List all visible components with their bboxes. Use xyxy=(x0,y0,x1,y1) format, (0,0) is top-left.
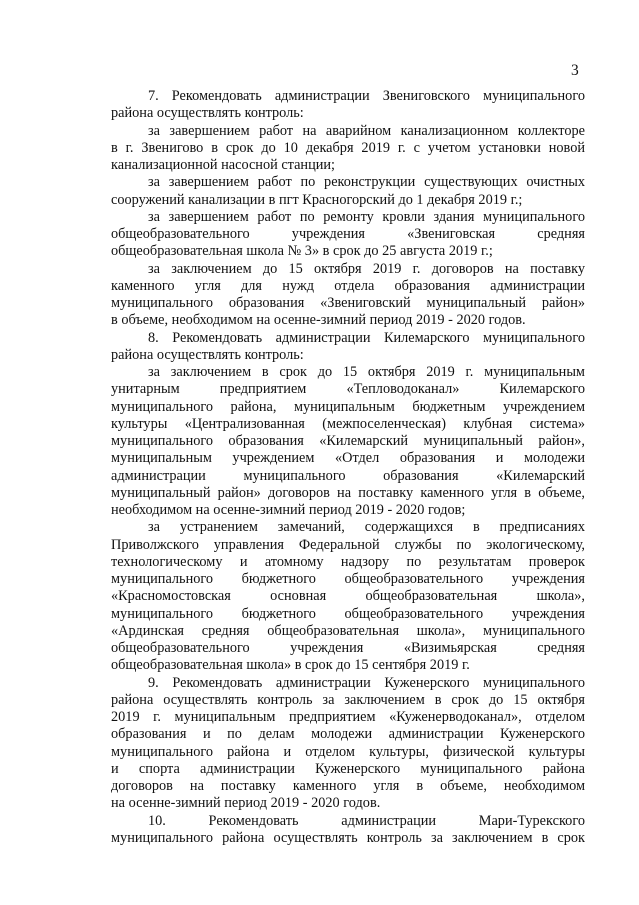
text-line: общеобразовательного учреждения «Звениговская средняя xyxy=(111,226,585,242)
text-line: за завершением работ по ремонту кровли здания муниципального xyxy=(148,208,585,225)
text-line: района осуществлять контроль за заключением в срок до 15 октября xyxy=(111,691,585,708)
text-line: канализационной насосной станции; xyxy=(111,157,336,173)
text-line: технологическому и атомному надзору по результатам проверок xyxy=(111,553,585,570)
text-line: за завершением работ по реконструкции существующих очистных xyxy=(148,174,585,191)
text-line: в объеме, необходимом на осенне-зимний период 2019 - 2020 годов. xyxy=(111,312,526,329)
page-number: 3 xyxy=(571,62,579,79)
text-line: муниципального образования «Килемарский муниципальный район», xyxy=(111,433,585,449)
text-line: сооружений канализации в пгт Красногорский до 1 декабря 2019 г.; xyxy=(111,191,523,208)
text-line: 7. Рекомендовать администрации Звениговского муниципального xyxy=(148,88,585,104)
text-line: унитарным предприятием «Тепловодоканал» Килемарского xyxy=(111,381,585,398)
text-line: общеобразовательная школа № 3» в срок до 25 августа 2019 г.; xyxy=(111,243,493,260)
text-line: администрации муниципального образования «Килемарский xyxy=(111,467,585,484)
text-line: на осенне-зимний период 2019 - 2020 годов. xyxy=(111,795,381,812)
text-line: района осуществлять контроль: xyxy=(111,105,304,122)
text-line: общеобразовательная школа» в срок до 15 сентября 2019 г. xyxy=(111,657,470,674)
text-line: муниципального образования «Звениговский муниципальный район» xyxy=(111,295,585,311)
text-line: 9. Рекомендовать администрации Куженерского муниципального xyxy=(148,674,585,691)
text-line: и спорта администрации Куженерского муниципального района xyxy=(111,760,585,777)
text-line: за завершением работ на аварийном канализационном коллекторе xyxy=(148,122,585,139)
text-line: муниципальным учреждением «Отдел образования и молодежи xyxy=(111,450,585,467)
text-line: муниципального района, муниципальным бюджетным учреждением xyxy=(111,398,585,415)
text-line: «Ардинская средняя общеобразовательная школа», муниципального xyxy=(111,622,585,639)
text-line: 2019 г. муниципальным предприятием «Куженерводоканал», отделом xyxy=(111,709,585,725)
text-line: муниципального бюджетного общеобразовательного учреждения xyxy=(111,571,585,587)
document-body xyxy=(111,88,585,847)
text-line: Приволжского управления Федеральной службы по экологическому, xyxy=(111,536,585,553)
text-line: муниципального района и отделом культуры, физической культуры xyxy=(111,743,585,760)
text-line: 8. Рекомендовать администрации Килемарского муниципального xyxy=(148,329,585,346)
text-line: муниципальный район» договоров на поставку каменного угля в объеме, xyxy=(111,484,585,501)
text-line: культуры «Централизованная (межпоселенческая) клубная система» xyxy=(111,415,585,432)
text-line: за заключением до 15 октября 2019 г. договоров на поставку xyxy=(148,260,585,277)
text-line: в г. Звенигово в срок до 10 декабря 2019 г. с учетом установки новой xyxy=(111,139,585,156)
text-line: за заключением в срок до 15 октября 2019 г. муниципальным xyxy=(148,364,585,380)
text-line: необходимом на осенне-зимний период 2019 - 2020 годов; xyxy=(111,502,466,518)
text-line: договоров на поставку каменного угля в объеме, необходимом xyxy=(111,778,585,794)
text-line: каменного угля для нужд отдела образования администрации xyxy=(111,277,585,294)
text-line: района осуществлять контроль: xyxy=(111,346,304,363)
text-line: муниципального района осуществлять контроль за заключением в срок xyxy=(111,829,585,846)
text-line: за устранением замечаний, содержащихся в предписаниях xyxy=(148,519,585,536)
text-line: муниципального бюджетного общеобразовательного учреждения xyxy=(111,605,585,622)
text-line: «Красномостовская основная общеобразовательная школа», xyxy=(111,588,585,605)
text-line: 10. Рекомендовать администрации Мари-Турекского xyxy=(148,812,585,829)
text-line: общеобразовательного учреждения «Визимьярская средняя xyxy=(111,640,585,656)
text-line: образования и по делам молодежи администрации Куженерского xyxy=(111,726,585,743)
